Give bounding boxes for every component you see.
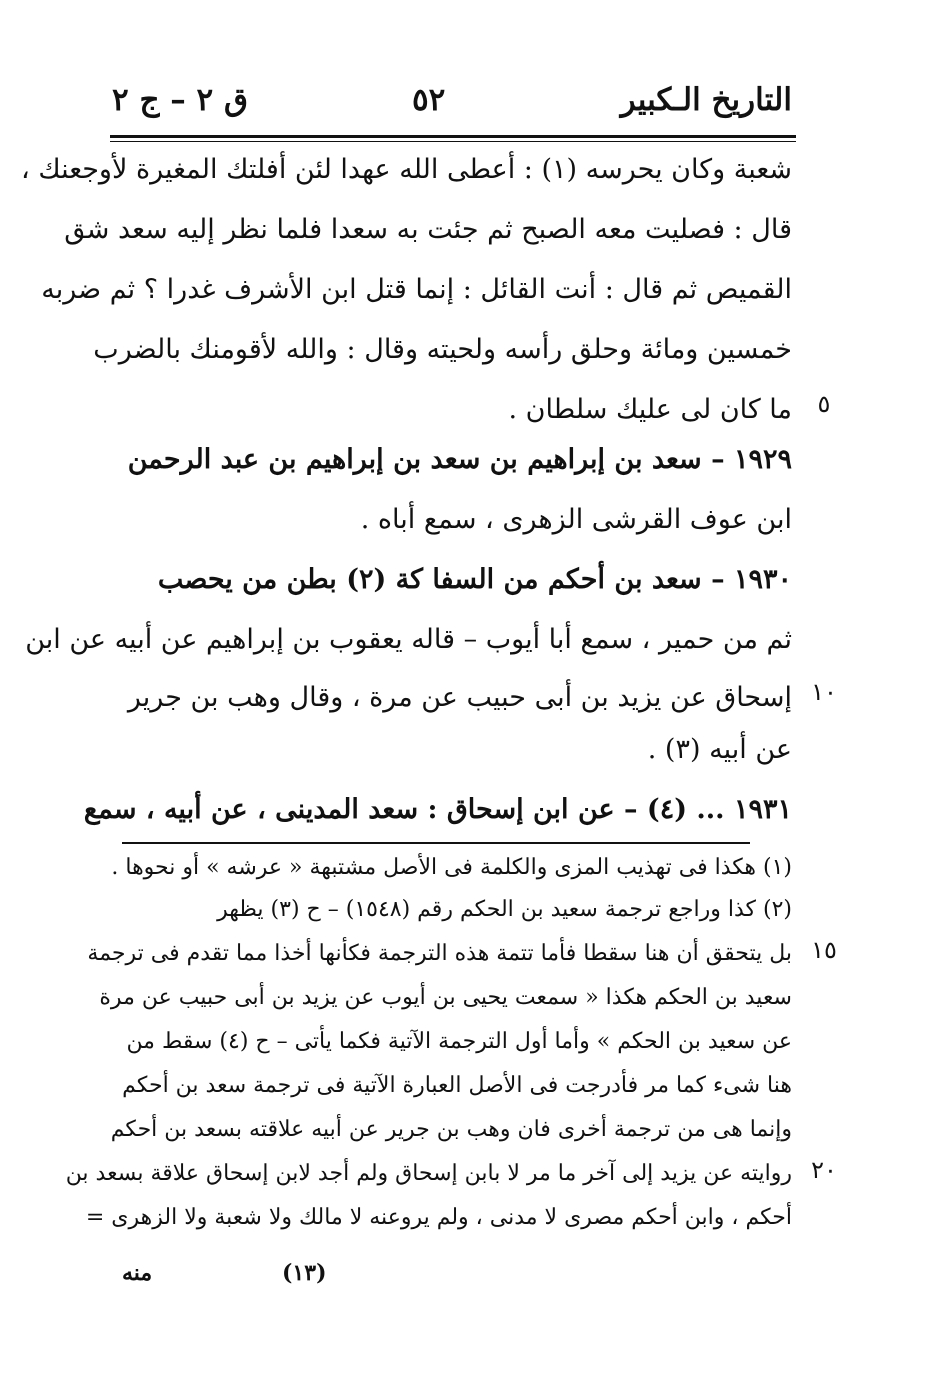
text-line: ابن عوف القرشى الزهرى ، سمع أباه . — [360, 504, 792, 535]
text-line: قال : فصليت معه الصبح ثم جئت به سعدا فلما نظر إليه سعد شق — [64, 214, 792, 245]
text-line: شعبة وكان يحرسه (١) : أعطى الله عهدا لئن أفلتك المغيرة لأوجعنك ، — [21, 154, 792, 185]
footnote-line: أحكم ، وابن أحكم مصرى لا مدنى ، ولم يروعنه لا مالك ولا شعبة ولا الزهرى = — [85, 1205, 792, 1230]
footnote-line: بل يتحقق أن هنا سقطا فأما تتمة هذه الترجمة فكأنها أخذا مما تقدم فى ترجمة — [87, 941, 792, 966]
footnote-line: سعيد بن الحكم هكذا « سمعت يحيى بن أيوب عن يزيد بن أبى حبيب عن مرة — [99, 985, 792, 1010]
footnote-line: (٢) كذا وراجع ترجمة سعيد بن الحكم رقم (١٥٤٨) – ح (٣) يظهر — [217, 897, 792, 922]
entry-line: ١٩٣٠ – سعد بن أحكم من السفا كة (٢) بطن من يحصب — [157, 564, 792, 595]
text-line: خمسين ومائة وحلق رأسه ولحيته وقال : والله لأقومنك بالضرب — [93, 334, 792, 365]
line-number: ١٠ — [811, 678, 837, 706]
header-rule-thin — [110, 141, 796, 142]
footnote-line: وإنما هى من ترجمة أخرى فان وهب بن جرير عن أبيه علاقته بسعد بن أحكم — [110, 1117, 792, 1142]
header-rule-thick — [110, 135, 796, 138]
footnote-rule — [122, 842, 750, 844]
footnote-line: (١) هكذا فى تهذيب المزى والكلمة فى الأصل مشتبهة « عرشه » أو نحوها . — [111, 855, 792, 880]
volume-indicator: ق ٢ – ج ٢ — [112, 82, 249, 118]
text-line: القميص ثم قال : أنت القائل : إنما قتل ابن الأشرف غدرا ؟ ثم ضربه — [41, 274, 792, 305]
page-footer — [112, 1260, 792, 1300]
entry-line: ١٩٣١ ... (٤) – عن ابن إسحاق : سعد المدينى ، عن أبيه ، سمع — [83, 794, 792, 825]
page-header — [112, 82, 792, 132]
footnote-line: روايته عن يزيد إلى آخر ما مر لا بابن إسحاق ولم أجد لابن إسحاق علاقة بسعد بن — [65, 1161, 792, 1186]
entry-line: ١٩٢٩ – سعد بن إبراهيم بن سعد بن إبراهيم بن عبد الرحمن — [127, 444, 792, 475]
footnote-signature: منه — [122, 1260, 153, 1286]
line-number: ٢٠ — [811, 1156, 837, 1184]
page-number: ٥٢ — [412, 82, 446, 118]
line-number: ٥ — [817, 390, 831, 418]
text-line: ثم من حمير ، سمع أبا أيوب – قاله يعقوب بن إبراهيم عن أبيه عن ابن — [25, 624, 792, 655]
text-line: ما كان لى عليك سلطان . — [508, 394, 792, 425]
signature-marker: (١٣) — [282, 1260, 327, 1286]
text-line: عن أبيه (٣) . — [647, 734, 792, 765]
line-number: ١٥ — [811, 936, 837, 964]
text-line: إسحاق عن يزيد بن أبى حبيب عن مرة ، وقال وهب بن جرير — [127, 682, 792, 713]
footnote-line: عن سعيد بن الحكم » وأما أول الترجمة الآتية فكما يأتى – ح (٤) سقط من — [126, 1029, 792, 1054]
footnote-line: هنا شىء كما مر فأدرجت فى الأصل العبارة الآتية فى ترجمة سعد بن أحكم — [122, 1073, 792, 1098]
book-title: التاريخ الـكبير — [620, 82, 792, 118]
